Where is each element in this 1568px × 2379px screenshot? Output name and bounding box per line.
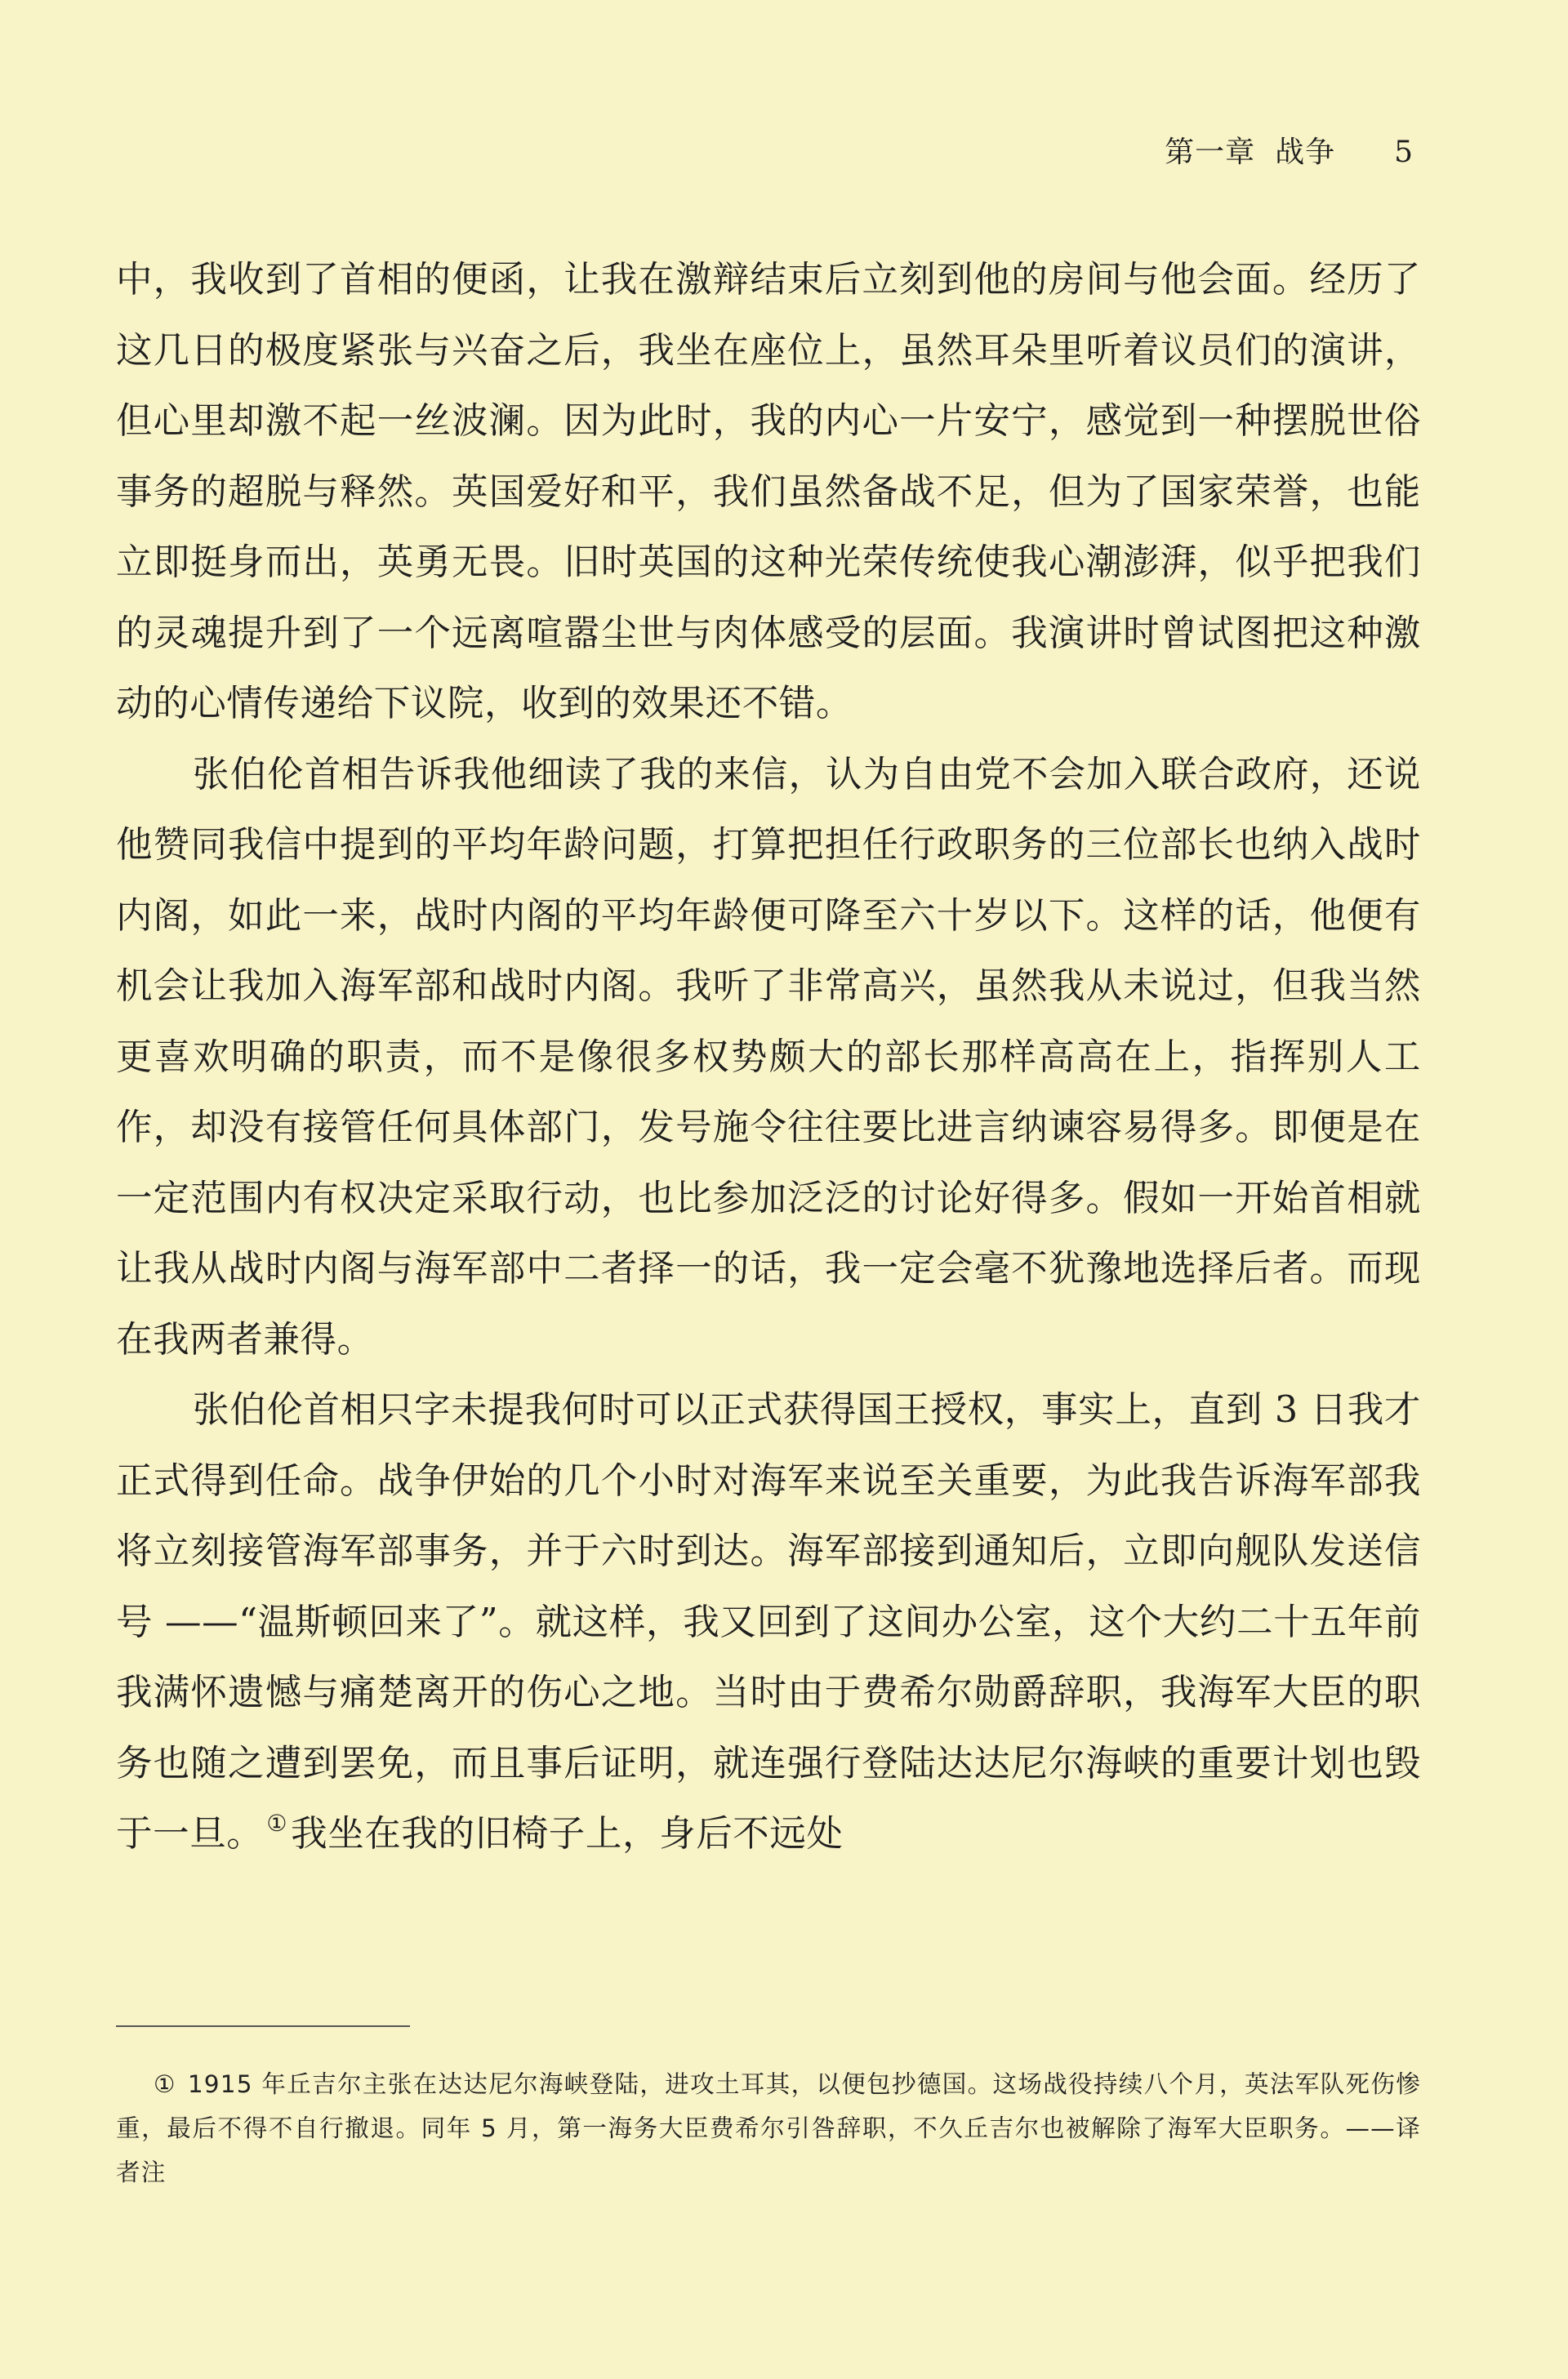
footnote-divider [116,2025,410,2027]
page-number: 5 [1394,136,1413,169]
footnote [116,2062,1421,2194]
paragraph-3 [116,1375,1421,1870]
paragraph-3-text-after-note: 我坐在我的旧椅子上，身后不远处 [291,1813,844,1855]
paragraph-3-text-before-note: 张伯伦首相只字未提我何时可以正式获得国王授权，事实上，直到 3 日我才正式得到任命。战争伊始的几个小时对海军来说至关重要，为此我告诉海军部我将立刻接管海军部事务，并于六时到达。海军部接到通知后，立即向舰队发送信号 ——“温斯顿回来了”。就这样，我又回到了这间办公室，这个大约二十五年前我满怀遗憾与痛楚离开的伤心之地。当时由于费希尔勋爵辞职，我海军大臣的职务也随之遭到罢免，而且事后证明，就连强行登陆达达尼尔海峡的重要计划也毁于一旦。 [116,1389,1421,1855]
body-text [116,245,1421,1870]
paragraph-1: 中，我收到了首相的便函，让我在激辩结束后立刻到他的房间与他会面。经历了这几日的极度紧张与兴奋之后，我坐在座位上，虽然耳朵里听着议员们的演讲，但心里却激不起一丝波澜。因为此时，我的内心一片安宁，感觉到一种摆脱世俗事务的超脱与释然。英国爱好和平，我们虽然备战不足，但为了国家荣誉，也能立即挺身而出，英勇无畏。旧时英国的这种光荣传统使我心潮澎湃，似乎把我们的灵魂提升到了一个远离喧嚣尘世与肉体感受的层面。我演讲时曾试图把这种激动的心情传递给下议院，收到的效果还不错。 [116,259,1421,724]
footnote-marker: ① [154,2070,176,2098]
footnote-reference: ① [266,1810,288,1837]
chapter-title: 战争 [1275,136,1336,169]
paragraph-2: 张伯伦首相告诉我他细读了我的来信，认为自由党不会加入联合政府，还说他赞同我信中提到的平均年龄问题，打算把担任行政职务的三位部长也纳入战时内阁，如此一来，战时内阁的平均年龄便可降至六十岁以下。这样的话，他便有机会让我加入海军部和战时内阁。我听了非常高兴，虽然我从未说过，但我当然更喜欢明确的职责，而不是像很多权势颇大的部长那样高高在上，指挥别人工作，却没有接管任何具体部门，发号施令往往要比进言纳谏容易得多。即便是在一定范围内有权决定采取行动，也比参加泛泛的讨论好得多。假如一开始首相就让我从战时内阁与海军部中二者择一的话，我一定会毫不犹豫地选择后者。而现在我两者兼得。 [116,753,1421,1361]
chapter-label: 第一章 [1165,136,1256,169]
running-header [1127,129,1413,171]
footnote-text: 1915 年丘吉尔主张在达达尼尔海峡登陆，进攻土耳其，以便包抄德国。这场战役持续八个月，英法军队死伤惨重，最后不得不自行撤退。同年 5 月，第一海务大臣费希尔引咎辞职，不久丘吉尔也被解除了海军大臣职务。——译者注 [116,2070,1421,2186]
